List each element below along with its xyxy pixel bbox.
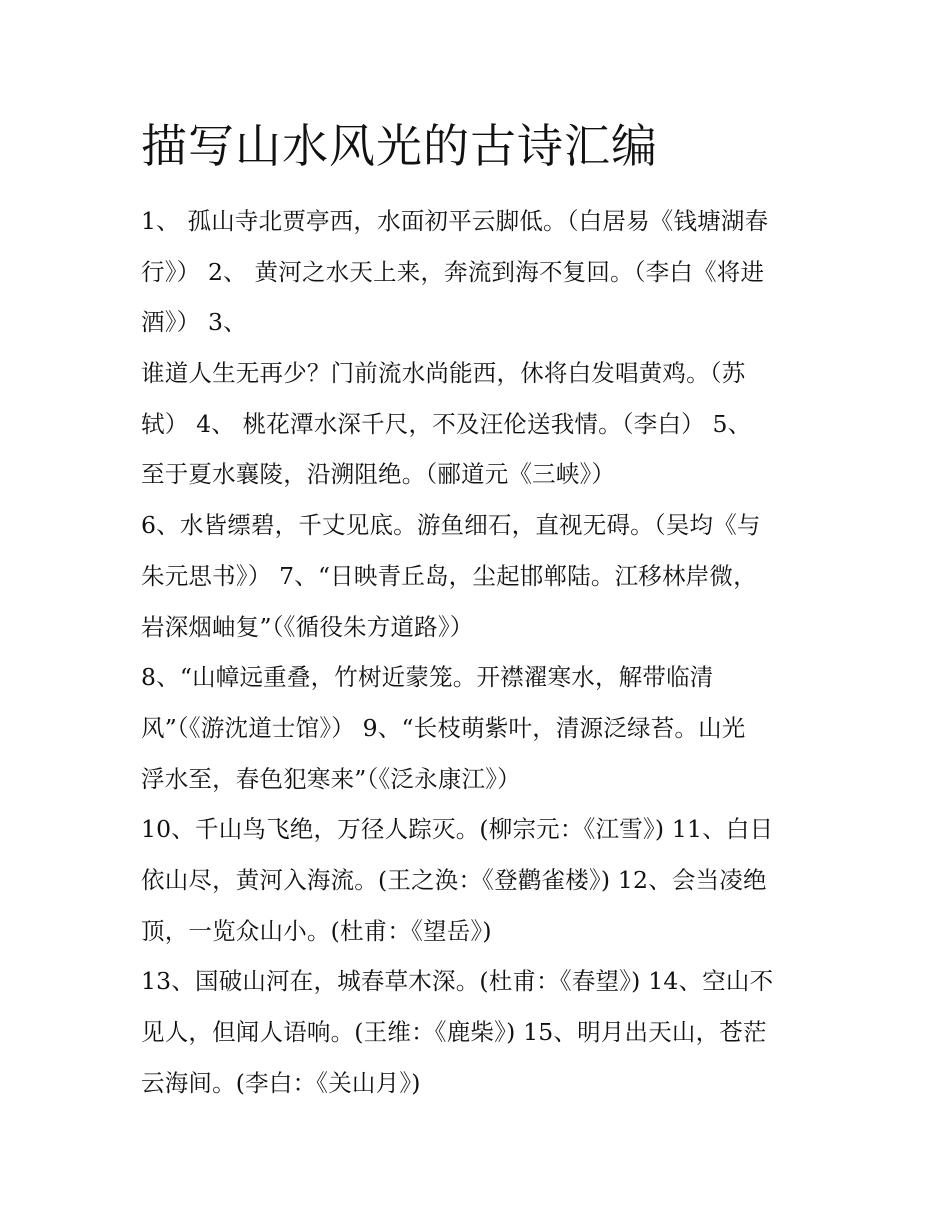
text-line: 依山尽，黄河入海流。(王之涣：《登鹳雀楼》) 12、会当凌绝 <box>141 865 767 894</box>
text-line: 13、国破山河在，城春草木深。(杜甫：《春望》) 14、空山不 <box>141 967 774 996</box>
text-line: 6、水皆缥碧，千丈见底。游鱼细石，直视无碍。（吴均《与 <box>141 511 761 540</box>
text-line: 谁道人生无再少？门前流水尚能西，休将白发唱黄鸡。（苏 <box>141 359 746 388</box>
document-title: 描写山水风光的古诗汇编 <box>141 119 658 173</box>
text-line: 行》） 2、 黄河之水天上来，奔流到海不复回。（李白《将进 <box>141 257 765 286</box>
text-line: 1、 孤山寺北贾亭西，水面初平云脚低。（白居易《钱塘湖春 <box>141 207 769 235</box>
text-line: 云海间。(李白：《关山月》) <box>141 1068 421 1097</box>
text-line: 见人，但闻人语响。(王维：《鹿柴》) 15、明月出天山，苍茫 <box>141 1018 767 1046</box>
text-line: 岩深烟岫复”（《循役朱方道路》） <box>141 612 474 641</box>
text-line: 至于夏水襄陵，沿溯阻绝。（郦道元《三峡》） <box>141 460 616 489</box>
text-line: 顶，一览众山小。(杜甫：《望岳》) <box>141 916 492 945</box>
text-line: 朱元思书》） 7、“日映青丘岛，尘起邯郸陆。江移林岸微， <box>141 561 757 590</box>
poem-list <box>141 196 831 1108</box>
text-line: 风”（《游沈道士馆》） 9、“长枝萌紫叶，清源泛绿苔。山光 <box>141 713 746 742</box>
text-line: 10、千山鸟飞绝，万径人踪灭。(柳宗元：《江雪》) 11、白日 <box>141 815 774 844</box>
text-line: 8、“山幛远重叠，竹树近蒙笼。开襟濯寒水，解带临清 <box>141 663 714 692</box>
text-line: 酒》） 3、 <box>141 308 247 337</box>
text-line: 轼） 4、 桃花潭水深千尺，不及汪伦送我情。（李白） 5、 <box>141 409 752 438</box>
text-line: 浮水至，春色犯寒来”（《泛永康江》） <box>141 764 521 793</box>
